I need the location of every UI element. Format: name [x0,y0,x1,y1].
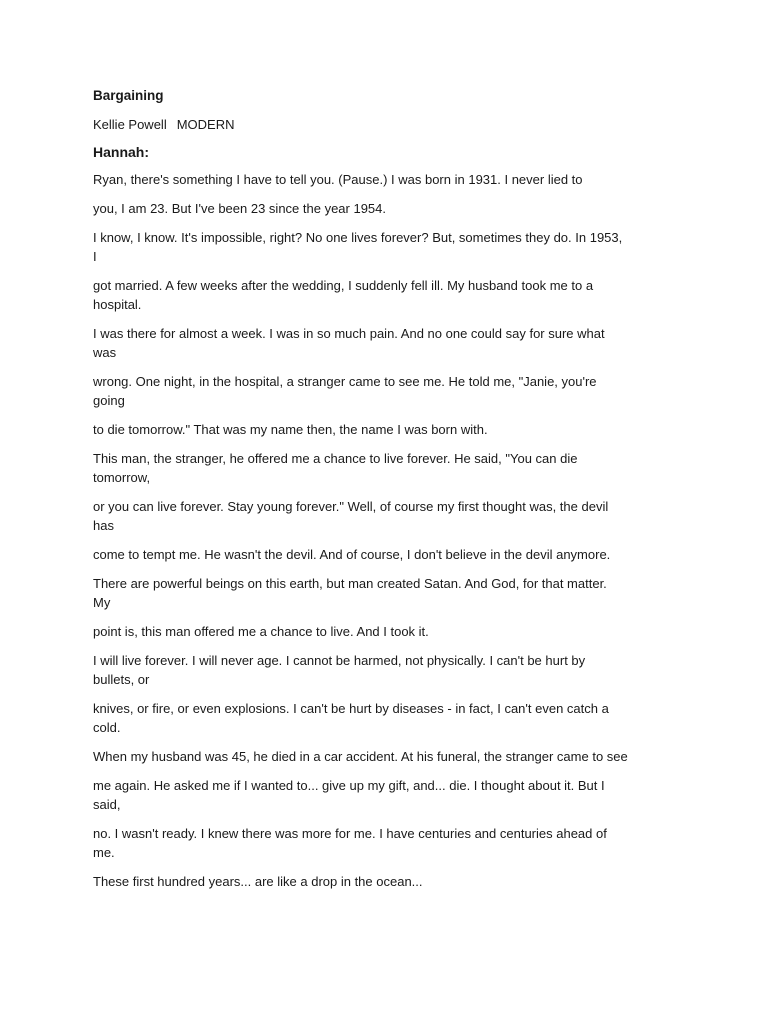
monologue-paragraph: wrong. One night, in the hospital, a stranger came to see me. He told me, "Janie, you're going [93,374,597,408]
byline [93,116,678,134]
document-title: Bargaining [93,88,164,103]
monologue-paragraph: got married. A few weeks after the wedding, I suddenly fell ill. My husband took me to a hospital. [93,278,594,312]
monologue-body [93,170,678,891]
monologue-paragraph: you, I am 23. But I've been 23 since the year 1954. [93,201,387,216]
author-name: Kellie Powell [93,117,167,132]
document-page [93,86,678,901]
monologue-paragraph: Ryan, there's something I have to tell you. (Pause.) I was born in 1931. I never lied to [93,172,583,187]
monologue-paragraph: When my husband was 45, he died in a car accident. At his funeral, the stranger came to see [93,749,628,764]
monologue-paragraph: me again. He asked me if I wanted to... give up my gift, and... die. I thought about it. But I said, [93,778,605,812]
monologue-paragraph: These first hundred years... are like a drop in the ocean... [93,874,423,889]
monologue-paragraph: I will live forever. I will never age. I cannot be harmed, not physically. I can't be hurt by bullets, or [93,653,586,687]
monologue-paragraph: or you can live forever. Stay young forever." Well, of course my first thought was, the devil has [93,499,609,533]
monologue-paragraph: come to tempt me. He wasn't the devil. And of course, I don't believe in the devil anymore. [93,547,611,562]
monologue-paragraph: I was there for almost a week. I was in so much pain. And no one could say for sure what was [93,326,605,360]
monologue-paragraph: knives, or fire, or even explosions. I can't be hurt by diseases - in fact, I can't even catch a cold. [93,701,609,735]
monologue-paragraph: This man, the stranger, he offered me a chance to live forever. He said, "You can die tomorrow, [93,451,578,485]
monologue-paragraph: point is, this man offered me a chance to live. And I took it. [93,624,429,639]
monologue-paragraph: I know, I know. It's impossible, right? No one lives forever? But, sometimes they do. In 1953, I [93,230,623,264]
category-label: MODERN [176,117,235,132]
character-name: Hannah: [93,144,149,160]
monologue-paragraph: to die tomorrow." That was my name then, the name I was born with. [93,422,488,437]
monologue-paragraph: no. I wasn't ready. I knew there was more for me. I have centuries and centuries ahead of me. [93,826,607,860]
monologue-paragraph: There are powerful beings on this earth, but man created Satan. And God, for that matter. My [93,576,607,610]
